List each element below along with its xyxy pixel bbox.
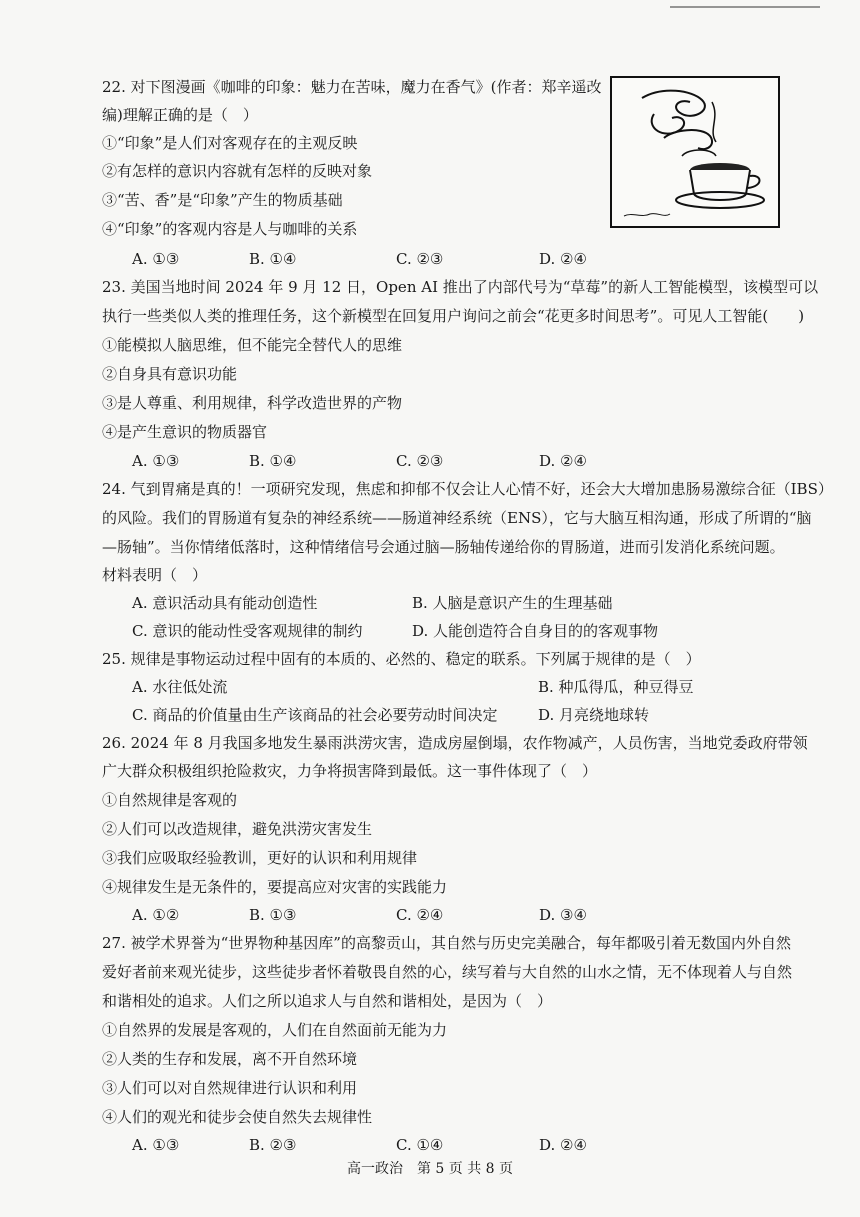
q23-item-2: ②自身具有意识功能 (102, 365, 238, 383)
q27-item-4: ④人们的观光和徒步会使自然失去规律性 (102, 1108, 373, 1126)
q22-stem-line1: 22. 对下图漫画《咖啡的印象：魅力在苦味，魔力在香气》(作者：郑辛遥改 (102, 78, 602, 96)
q24-stem-line2: 的风险。我们的胃肠道有复杂的神经系统——肠道神经系统（ENS），它与大脑互相沟通，形成了所谓的“脑 (102, 509, 812, 527)
q23-choice-c: C. ②③ (396, 452, 444, 470)
q26-choice-a: A. ①② (132, 906, 180, 924)
q27-stem-line2: 爱好者前来观光徒步，这些徒步者怀着敬畏自然的心，续写着与大自然的山水之情，无不体现着人与自然 (102, 963, 793, 981)
scan-mark (670, 6, 820, 8)
q24-choice-c: C. 意识的能动性受客观规律的制约 (132, 622, 363, 640)
q26-item-2: ②人们可以改造规律，避免洪涝灾害发生 (102, 820, 373, 838)
q27-item-2: ②人类的生存和发展，离不开自然环境 (102, 1050, 358, 1068)
q26-item-1: ①自然规律是客观的 (102, 791, 238, 809)
q22-choice-b: B. ①④ (249, 250, 297, 268)
q22-choice-d: D. ②④ (539, 250, 587, 268)
q26-stem-line2: 广大群众积极组织抢险救灾，力争将损害降到最低。这一事件体现了（ ） (102, 762, 598, 780)
q25-choice-b: B. 种瓜得瓜，种豆得豆 (538, 678, 694, 696)
q22-item-3: ③“苦、香”是“印象”产生的物质基础 (102, 191, 343, 209)
q25-choice-d: D. 月亮绕地球转 (538, 706, 650, 724)
q27-choice-b: B. ②③ (249, 1136, 297, 1154)
q24-choice-a: A. 意识活动具有能动创造性 (132, 594, 318, 612)
q23-choice-d: D. ②④ (539, 452, 587, 470)
coffee-cartoon-figure (610, 76, 780, 228)
q25-stem-line1: 25. 规律是事物运动过程中固有的本质的、必然的、稳定的联系。下列属于规律的是（ ） (102, 650, 701, 668)
q22-choice-a: A. ①③ (132, 250, 180, 268)
q26-item-4: ④规律发生是无条件的，要提高应对灾害的实践能力 (102, 878, 448, 896)
q27-choice-a: A. ①③ (132, 1136, 180, 1154)
q23-item-3: ③是人尊重、利用规律，科学改造世界的产物 (102, 394, 403, 412)
q26-item-3: ③我们应吸取经验教训，更好的认识和利用规律 (102, 849, 418, 867)
q23-item-4: ④是产生意识的物质器官 (102, 423, 268, 441)
q25-choice-a: A. 水往低处流 (132, 678, 228, 696)
q27-choice-c: C. ①④ (396, 1136, 444, 1154)
q22-choice-c: C. ②③ (396, 250, 444, 268)
q26-choice-b: B. ①③ (249, 906, 297, 924)
q24-choice-d: D. 人能创造符合自身目的的客观事物 (412, 622, 659, 640)
q24-stem-line1: 24. 气到胃痛是真的！一项研究发现，焦虑和抑郁不仅会让人心情不好，还会大大增加患肠易激综合征（IBS） (102, 480, 833, 498)
q22-item-1: ①“印象”是人们对客观存在的主观反映 (102, 134, 358, 152)
q23-choice-b: B. ①④ (249, 452, 297, 470)
q26-choice-c: C. ②④ (396, 906, 444, 924)
q24-choice-b: B. 人脑是意识产生的生理基础 (412, 594, 613, 612)
q26-stem-line1: 26. 2024 年 8 月我国多地发生暴雨洪涝灾害，造成房屋倒塌，农作物减产，人员伤害，当地党委政府带领 (102, 734, 808, 752)
q23-item-1: ①能模拟人脑思维，但不能完全替代人的思维 (102, 336, 403, 354)
q27-choice-d: D. ②④ (539, 1136, 587, 1154)
coffee-cup-icon (612, 78, 778, 226)
q22-item-2: ②有怎样的意识内容就有怎样的反映对象 (102, 162, 373, 180)
q25-choice-c: C. 商品的价值量由生产该商品的社会必要劳动时间决定 (132, 706, 498, 724)
q27-item-1: ①自然界的发展是客观的，人们在自然面前无能为力 (102, 1021, 448, 1039)
q27-item-3: ③人们可以对自然规律进行认识和利用 (102, 1079, 358, 1097)
q22-stem-line2: 编)理解正确的是（ ） (102, 106, 258, 124)
q22-item-4: ④“印象”的客观内容是人与咖啡的关系 (102, 220, 358, 238)
q24-stem-line3: —肠轴”。当你情绪低落时，这种情绪信号会通过脑—肠轴传递给你的胃肠道，进而引发消化系统问题。 (102, 538, 785, 556)
q27-stem-line1: 27. 被学术界誉为“世界物种基因库”的高黎贡山，其自然与历史完美融合，每年都吸引着无数国内外自然 (102, 934, 791, 952)
q23-stem-line1: 23. 美国当地时间 2024 年 9 月 12 日，Open AI 推出了内部代号为“草莓”的新人工智能模型，该模型可以 (102, 278, 819, 296)
q23-stem-line2: 执行一些类似人类的推理任务，这个新模型在回复用户询问之前会“花更多时间思考”。可见人工智能( ) (102, 307, 805, 325)
q26-choice-d: D. ③④ (539, 906, 587, 924)
q23-choice-a: A. ①③ (132, 452, 180, 470)
page-footer: 高一政治 第 5 页 共 8 页 (346, 1161, 514, 1177)
q27-stem-line3: 和谐相处的追求。人们之所以追求人与自然和谐相处，是因为（ ） (102, 992, 553, 1010)
q24-stem-line4: 材料表明（ ） (102, 566, 208, 584)
